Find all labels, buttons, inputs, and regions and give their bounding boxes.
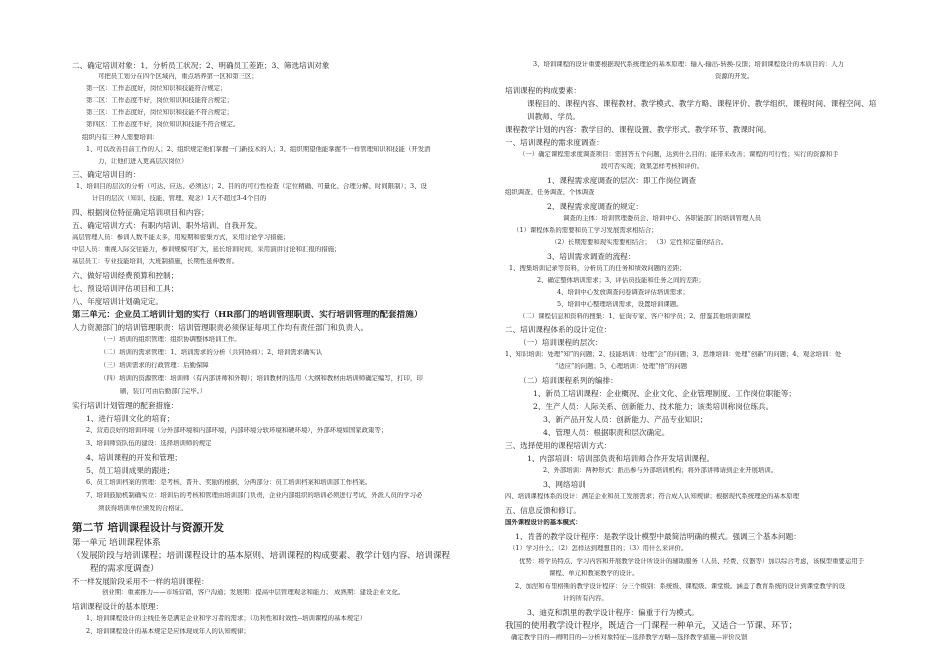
left-text-line: 1、培训目的层次的分析（可达、应达、必须达）；2、目的的可行性检查（定位精确、可量化、合理分解、时间限制）；3、设: [76, 183, 427, 190]
left-text-line: 实行培训计划管理的配套措施：: [72, 401, 179, 410]
right-text-line: 1、课程需求度调查的层次：即工作岗位调查: [547, 176, 697, 185]
right-text-line: 3、培训课程的设计重要根据现代系统理论的基本原理：输入-输出-转换-反馈；培训课程设计的本质目的：人力: [533, 61, 844, 68]
left-text-line: 第一区：工作态度好，岗位知识和技能符合规定；: [86, 85, 227, 92]
right-text-line: 训教师、学员。: [527, 112, 581, 121]
right-text-line: 国外课程设计的基本模式：: [505, 519, 582, 526]
right-text-line: 培训课程的构成要素：: [505, 86, 581, 95]
left-text-line: 6、员工培训档案的管理：是考核、晋升、奖励的根据，分两部分：员工培训档案和培训部工作档案。: [86, 479, 372, 486]
right-text-line: 组织调查、任务调查、个体调查: [505, 189, 595, 196]
right-text-line: 2、生产人员：人际关系、创新能力、技术能力；该类培训称岗位练兵。: [533, 402, 774, 411]
left-text-line: 第二节 培训课程设计与资源开发: [72, 522, 224, 534]
left-text-line: （四）培训的资源管理：培训师（有内部讲师和外聘）；培训教材的选用（大纲和教材由培训师确定编写，打印，印: [100, 375, 423, 382]
left-text-line: 2、营造良好的培训环境（分外部环境和内部环境，内部环境分软环境和硬环境），外部环境如国家政策等；: [86, 427, 388, 434]
left-text-line: 不一样发展阶段采用不一样的培训课程：: [72, 577, 209, 586]
right-text-line: 2、确定整体培训需求；3、评估员技能和任务之间的差距；: [537, 277, 705, 284]
left-text-line: 创业期：重素推力——市场营销，客户沟通；发展期：提高中层管理观念和能力； 成熟期：建设企业文化。: [102, 589, 405, 596]
right-text-line: 3、新产品开发人员：创新能力、产品专业知识；: [543, 415, 708, 424]
left-text-line: 五、确定培训方式：有职内培训、职外培训、自我开发。: [72, 221, 262, 230]
right-text-line: 1、内部培训：培训部负责和培训师合作开发培训课程。: [527, 454, 715, 463]
left-text-line: 第一单元 培训课程体系: [72, 538, 161, 548]
right-text-line: 2、课程需求度调查的规定：: [547, 202, 643, 211]
right-text-line: 资源的开发。: [715, 73, 754, 80]
right-text-line: （2）长期需要和现实需要相结合； （3）定性和定量的结合。: [551, 239, 728, 246]
left-text-line: （发展阶段与培训课程；培训课程设计的基本原则、培训课程的构成要素、教学计划内容、培训课程: [72, 551, 451, 561]
right-text-line: 优势：将学员特点、学习内容和开展教学设计所设计的辅助服务（人员、经费、仪器等）加以综合考虑，该模型重要运用于: [519, 558, 865, 565]
right-text-line: 1、搜集培训记录等资料，分析员工的任务和绩效问题的差距；: [509, 265, 686, 272]
left-text-line: 1、培训课程设计的主线任务是满足企业和学习者的需求；（功利性和时效性--培训课程的基本规定）: [86, 615, 366, 622]
left-text-line: 第四区：工作态度不好，岗位知识和技能不符合规定。: [86, 121, 240, 128]
left-text-line: 4、培训课程的开发和管理；: [86, 453, 182, 462]
left-text-line: 3、培训师资队伍的建设：选择培训师的规定: [86, 440, 212, 447]
left-text-line: 四、根据岗位特征确定培训项目和内容；: [72, 208, 209, 217]
right-text-line: 2、加涅和布里格斯的教学设计程序：分三个级别：系统级、课程级、课堂级。涵盖了教育系统的设计到课堂教学的设: [515, 583, 845, 590]
right-text-line: （一）确定课程需求度调查项目：需回答五个问题，达到什么目的；能带来改善；课程的可行性；实行的资源和手: [519, 151, 839, 158]
left-column: [62, 0, 497, 672]
left-text-line: 须获得培训单位颁发的合格证。: [98, 505, 188, 512]
left-text-line: 二、确定培训对象：1、分析员工状况；2、明确员工差距；3、筛选培训对象: [72, 61, 330, 70]
right-text-line: 3、迪克和凯里的教学设计程序：偏重于行为模式。: [527, 608, 699, 617]
left-text-line: 力，让他们进入更高层次岗位）: [98, 158, 188, 165]
left-text-line: 计目的层次（知识、技能、管理、观念）1天不超过3-4个目的: [92, 195, 267, 202]
left-text-line: 1、进行培训文化的培育；: [86, 414, 175, 423]
right-text-line: 2、外部培训：两种形式：派出参与外部培训机构；将外部讲师请到企业开展培训。: [543, 467, 778, 474]
right-text-line: 1、新员工培训课程：企业概况、企业文化、企业管理制度、工作岗位职能等；: [533, 389, 797, 398]
right-text-line: 4、培训中心发放调查问卷调查评估培训需求；: [557, 289, 689, 296]
left-text-line: 基层员工：专业技能培训，大班制措施，长期性延伸教育。: [72, 258, 239, 265]
left-text-line: 三、确定培训目的：: [72, 170, 141, 179]
right-text-line: 3、培训需求调查的流程：: [547, 252, 636, 261]
right-text-line: 5、培训中心整理培训需求，设置培训课题。: [557, 301, 683, 308]
right-text-line: 计的所有内容。: [563, 595, 608, 602]
right-text-line: 课程、单元和教案教学的设计。: [549, 570, 639, 577]
right-text-line: （1）学习什么；（2）怎样达到理想目的；（3）用什么来评价。: [509, 545, 688, 552]
right-text-line: 1、肯普的教学设计程序：是教学设计模型中最简洁明确的模式。强调三个基本问题：: [515, 532, 801, 541]
left-text-line: 5、员工培训成果的跟进；: [86, 466, 175, 475]
left-text-line: 第三区：工作态度好，岗位知识和技能不符合规定；: [86, 109, 233, 116]
right-text-line: （一）培训课程的层次：: [519, 338, 603, 347]
left-text-line: （一）培训的组织管理：组织协调整体培训工作。: [100, 336, 241, 343]
left-text-line: 可把员工划分在四个区域内，重点培养第一区和第三区；: [98, 73, 258, 80]
right-text-line: 段可否实现；效果怎样考核和评价。: [601, 163, 704, 170]
left-text-line: 八、年度培训计划确定定。: [72, 297, 164, 306]
left-text-line: 刷，装订可由后勤部门完毕。）: [120, 388, 207, 395]
right-text-line: 课程目的、课程内容、课程教材、教学模式、教学方略、课程评价、教学组织、课程时间、课程空间、培: [527, 99, 877, 108]
right-text-line: 五、信息反馈和修订。: [505, 506, 581, 515]
right-text-line: 4、管理人员：根据职责和层次确定。: [543, 428, 670, 437]
left-text-line: （三）培训需求的行政管理：后勤保障: [100, 362, 209, 369]
left-text-line: 六、做好培训经费预算和控制；: [72, 271, 179, 280]
right-text-line: 二、培训课程体系的设计定位：: [505, 325, 612, 334]
right-text-line: （1）课程体系的需要和员工学习发展需求相结合；: [513, 227, 658, 234]
right-text-line: （二）培训课程系列的编排：: [519, 376, 618, 385]
left-text-line: 第三单元：企业员工培训计划的实行（HR部门的培训管理职责、实行培训管理的配套措施）: [72, 310, 423, 320]
left-text-line: （二）培训的需求管理：1、培训需求的分析（共同协商）；2、培训需求确实认: [100, 349, 323, 356]
right-text-line: “适应”的问题；5、心理培训：处理“悟”的问题: [555, 363, 688, 370]
right-text-line: 课程教学计划的内容：教学目的、课程设置、教学形式、教学环节、教课时间。: [505, 125, 771, 134]
left-text-line: 组织内有三种人需要培训：: [82, 134, 159, 141]
left-text-line: 7、培训鼓励机制确实立：培训后的考核和管理由培训部门负责，企业内部组织的培训必须进行考试，外派人员的学习必: [86, 492, 423, 499]
right-text-line: 三、选择使用的课程培训方式：: [505, 441, 612, 450]
left-text-line: 中层人员：重视人际交往能力，参训规模可扩大，延长培训时间，采用演讲讨论和汇报的措施；: [72, 246, 341, 253]
right-text-line: 确定教学目的—阐明目的—分析对象特征—选择教学方略—选择教学措施—评价反馈: [511, 634, 748, 641]
right-text-line: 3、网络培训: [543, 480, 586, 489]
left-text-line: 高层管理人员：参训人数不能太多，用短期和密集方式，采用讨论学习措施；: [72, 234, 290, 241]
left-text-line: 第二区：工作态度不好，岗位知识和技能符合规定；: [86, 97, 233, 104]
right-text-line: 调查的主体：培训管理委员会、培训中心、各职能部门的培训管理人员: [563, 215, 762, 222]
right-text-line: 一、培训课程的需求度调查：: [505, 138, 604, 147]
right-text-line: 我国的使用教学设计程序，既适合一门课程一种单元，又适合一节课、环节；: [505, 621, 798, 631]
left-text-line: 2、培训课程设计的基本规定是应体现成年人的认知规律；: [86, 628, 250, 635]
left-text-line: 培训课程设计的基本原理：: [72, 602, 164, 611]
left-text-line: 程的需求度调查）: [90, 564, 159, 574]
right-column: [505, 0, 940, 672]
left-text-line: 人力资源部门的培训管理职责：培训管理职责必须保证每项工作均有责任部门和负责人。: [72, 323, 369, 332]
right-text-line: 四、培训课程体系的设计：满足企业和员工发展需求；符合成人认知规律；根据现代系统理论的基本原理: [505, 493, 799, 500]
right-text-line: （二）课程信息和资料的搜集：1、征询专家、客户和学员；2、借鉴其他培训课程: [519, 313, 751, 320]
right-text-line: 1、知识培训：处理“知”的问题；2、技能培训：处理“会”的问题；3、思维培训：处理“创新”的问题；4、观念培训：处: [505, 351, 842, 358]
left-text-line: 七、预设培训评估项目和工具；: [72, 284, 179, 293]
left-text-line: 1、可以改善目前工作的人；2、组织规定他们掌握一门新技术的人；3、组织期望他能掌握不一样管理知识和技能（开发潜: [86, 146, 431, 153]
